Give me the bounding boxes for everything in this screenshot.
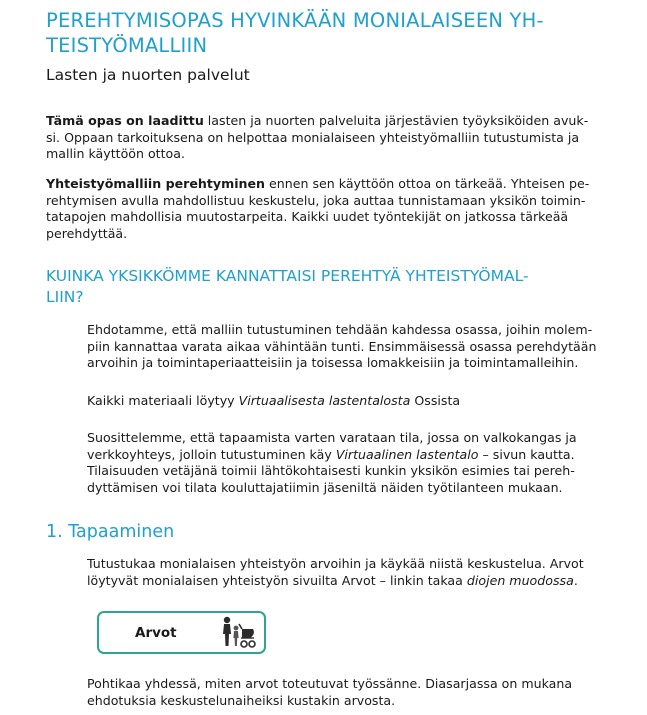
section-heading-line-1: KUINKA YKSIKKÖMME KANNATTAISI PEREHTYÄ YHTEISTYÖMAL-	[46, 267, 529, 285]
step-heading: 1. Tapaaminen	[46, 522, 175, 542]
orientation-paragraph	[46, 176, 606, 242]
meeting-italic: Virtuaalinen lastentalo	[335, 446, 479, 462]
arvot-button-label: Arvot	[135, 625, 177, 641]
values-line-2-before: löytyvät monialaisen yhteistyön sivuilta Arvot – linkin takaa	[87, 572, 467, 588]
meeting-line-2-before: verkkoyhteys, jolloin tutustuminen käy	[87, 446, 336, 462]
values-line-1: Tutustukaa monialaisen yhteistyön arvoihin ja käykää niistä keskustelua. Arvot	[87, 556, 584, 571]
material-paragraph	[87, 393, 607, 410]
section-heading-line-2: LIIN?	[46, 288, 84, 306]
arvot-button[interactable]	[97, 611, 266, 654]
reflect-paragraph	[87, 676, 607, 709]
document-subtitle: Lasten ja nuorten palvelut	[46, 66, 250, 84]
title-line-1: PEREHTYMISOPAS HYVINKÄÄN MONIALAISEEN YH-	[46, 9, 544, 32]
family-stroller-icon	[218, 615, 258, 651]
meeting-line-2-after: – sivun kautta.	[478, 446, 575, 462]
virtual-house-link-text: Virtuaalisesta lastentalosta	[238, 393, 411, 408]
material-text-before: Kaikki materiaali löytyy	[87, 393, 239, 408]
suggest-line-3: arvoihin ja toimintaperiaatteisiin ja toisessa lomakkeisiin ja toimintamalleihin.	[87, 355, 579, 370]
orientation-line-4: perehdyttää.	[46, 225, 128, 241]
intro-bold-lead: Tämä opas on laadittu	[46, 113, 204, 128]
values-line-2-after: .	[573, 572, 578, 588]
section-heading	[46, 266, 606, 308]
reflect-line-1: Pohtikaa yhdessä, miten arvot toteutuvat työssänne. Diasarjassa on mukana	[87, 676, 573, 691]
meeting-paragraph	[87, 430, 607, 496]
suggest-line-2: piin kannattaa varata aikaa vähintään tunti. Ensimmäisessä osassa perehdytään	[87, 338, 597, 354]
intro-paragraph	[46, 113, 606, 163]
values-paragraph	[87, 556, 607, 589]
orientation-bold-lead: Yhteistyömalliin perehtyminen	[46, 176, 265, 191]
material-text-after: Ossista	[410, 393, 461, 408]
suggestion-paragraph	[87, 322, 607, 372]
orientation-line-2: rehtymisen avulla mahdollistuu keskustelu, joka auttaa tunnistamaan yksikön toimin-	[46, 192, 586, 208]
values-italic: diojen muodossa	[466, 572, 574, 588]
orientation-line-1: ennen sen käyttöön ottoa on tärkeää. Yhteisen pe-	[265, 176, 590, 191]
document-title	[46, 8, 606, 58]
meeting-line-3: Tilaisuuden vetäjänä toimii lähtökohtaisesti kunkin yksikön esimies tai pereh-	[87, 463, 575, 478]
reflect-line-2: ehdotuksia keskustelunaiheiksi kustakin arvosta.	[87, 692, 396, 708]
orientation-line-3: tatapojen mahdollisia muutostarpeita. Kaikki uudet työntekijät on jatkossa tärkeää	[46, 209, 569, 224]
intro-line-2: si. Oppaan tarkoituksena on helpottaa monialaiseen yhteistyömalliin tutustumista ja	[46, 129, 580, 145]
suggest-line-1: Ehdotamme, että malliin tutustuminen tehdään kahdessa osassa, joihin molem-	[87, 322, 593, 337]
intro-line-1: lasten ja nuorten palveluita järjestävien työyksiköiden avuk-	[203, 113, 589, 128]
intro-line-3: mallin käyttöön ottoa.	[46, 146, 185, 161]
meeting-line-1: Suosittelemme, että tapaamista varten varataan tila, jossa on valkokangas ja	[87, 430, 577, 445]
meeting-line-4: dyttämisen voi tilata kouluttajatiimin jäseniltä näiden työtilanteen mukaan.	[87, 479, 563, 495]
title-line-2: TEISTYÖMALLIIN	[46, 34, 208, 57]
